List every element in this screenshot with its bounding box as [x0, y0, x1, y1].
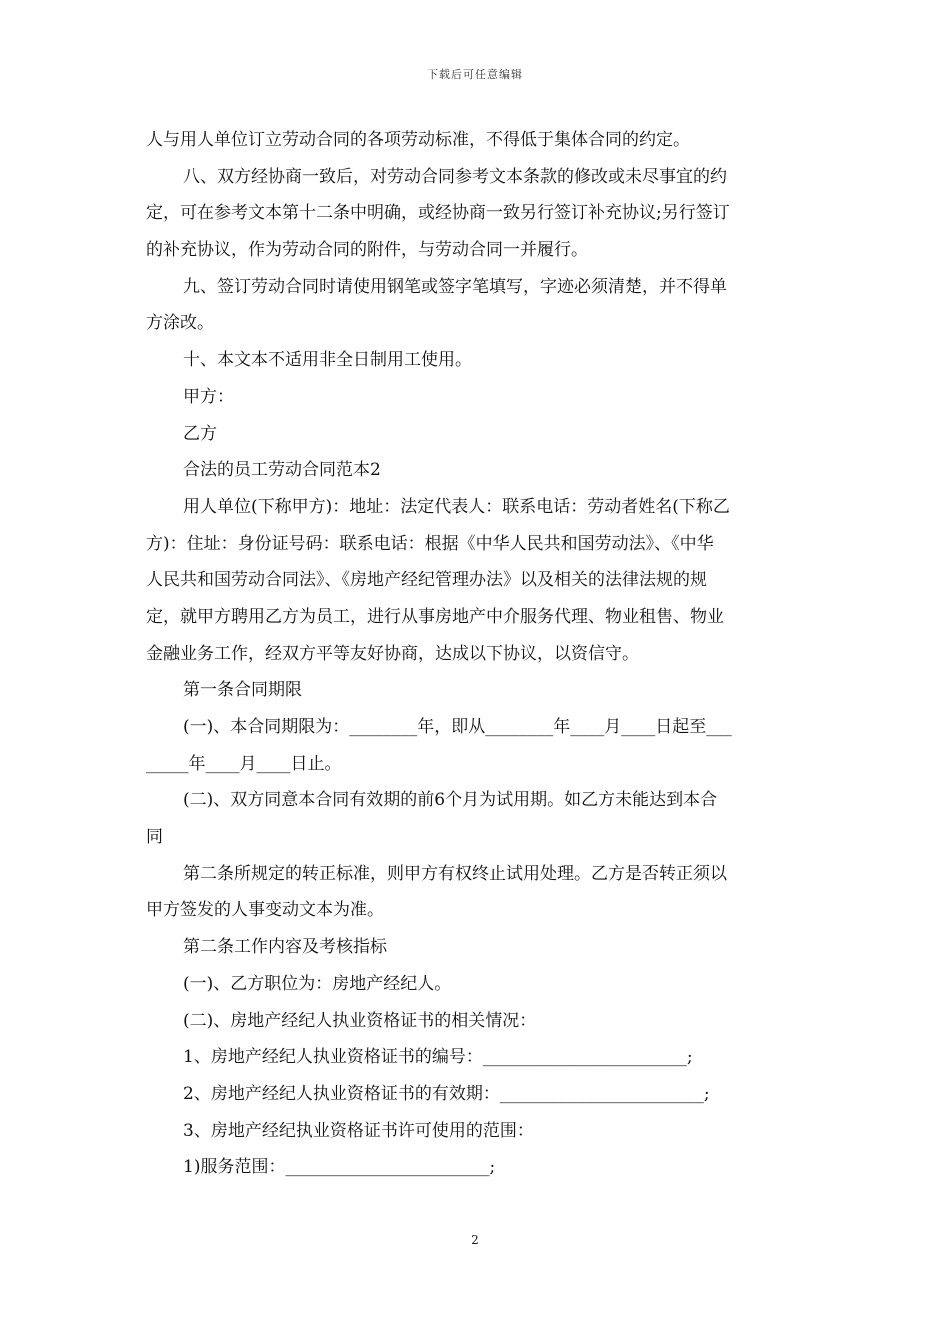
paragraph-line: 金融业务工作，经双方平等友好协商，达成以下协议，以资信守。 — [146, 643, 639, 664]
paragraph-line: 第二条工作内容及考核指标 — [183, 937, 387, 958]
paragraph-line: 八、双方经协商一致后，对劳动合同参考文本条款的修改或未尽事宜的约 — [183, 166, 727, 187]
page-number: 2 — [471, 1233, 479, 1247]
paragraph-line: _____年____月____日止。 — [146, 753, 342, 774]
paragraph-line: 人与用人单位订立劳动合同的各项劳动标准，不得低于集体合同的约定。 — [146, 130, 690, 150]
paragraph-line: 方)：住址：身份证号码：联系电话：根据《中华人民共和国劳动法》、《中华 — [146, 533, 714, 554]
paragraph-line: 人民共和国劳动合同法》、《房地产经纪管理办法》以及相关的法律法规的规 — [146, 570, 707, 591]
page-header: 下载后可任意编辑 — [427, 68, 523, 81]
paragraph-line: 乙方 — [183, 423, 217, 444]
paragraph-line: 甲方签发的人事变动文本为准。 — [146, 900, 384, 921]
paragraph-line: 用人单位(下称甲方)：地址：法定代表人：联系电话：劳动者姓名(下称乙 — [183, 496, 730, 517]
paragraph-line: 1、房地产经纪人执业资格证书的编号：________________________; — [183, 1047, 693, 1068]
paragraph-line: 2、房地产经纪人执业资格证书的有效期：________________________; — [183, 1083, 710, 1104]
paragraph-line: 同 — [146, 827, 163, 848]
document-body — [146, 122, 806, 1186]
paragraph-line: 1)服务范围：________________________; — [183, 1157, 496, 1178]
paragraph-line: 甲方： — [183, 386, 234, 407]
paragraph-line: 定，就甲方聘用乙方为员工，进行从事房地产中介服务代理、物业租售、物业 — [146, 606, 724, 627]
paragraph-line: 第二条所规定的转正标准，则甲方有权终止试用处理。乙方是否转正须以 — [183, 863, 727, 884]
paragraph-line: (二)、双方同意本合同有效期的前6个月为试用期。如乙方未能达到本合 — [183, 790, 718, 811]
paragraph-line: 方涂改。 — [146, 313, 214, 334]
paragraph-line: 合法的员工劳动合同范本2 — [183, 460, 381, 481]
paragraph-line: (二)、房地产经纪人执业资格证书的相关情况： — [183, 1010, 537, 1031]
paragraph-line: 定，可在参考文本第十二条中明确，或经协商一致另行签订补充协议;另行签订 — [146, 203, 730, 224]
paragraph-line: 的补充协议，作为劳动合同的附件，与劳动合同一并履行。 — [146, 240, 588, 261]
paragraph-line: 九、签订劳动合同时请使用钢笔或签字笔填写，字迹必须清楚，并不得单 — [183, 276, 727, 297]
paragraph-line: 十、本文本不适用非全日制用工使用。 — [183, 350, 472, 371]
paragraph-line: (一)、本合同期限为：________年，即从________年____月____日起至___ — [183, 717, 732, 737]
paragraph-line: 第一条合同期限 — [183, 680, 302, 701]
paragraph-line: (一)、乙方职位为：房地产经纪人。 — [183, 973, 452, 994]
paragraph-line: 3、房地产经纪执业资格证书许可使用的范围： — [183, 1120, 534, 1141]
